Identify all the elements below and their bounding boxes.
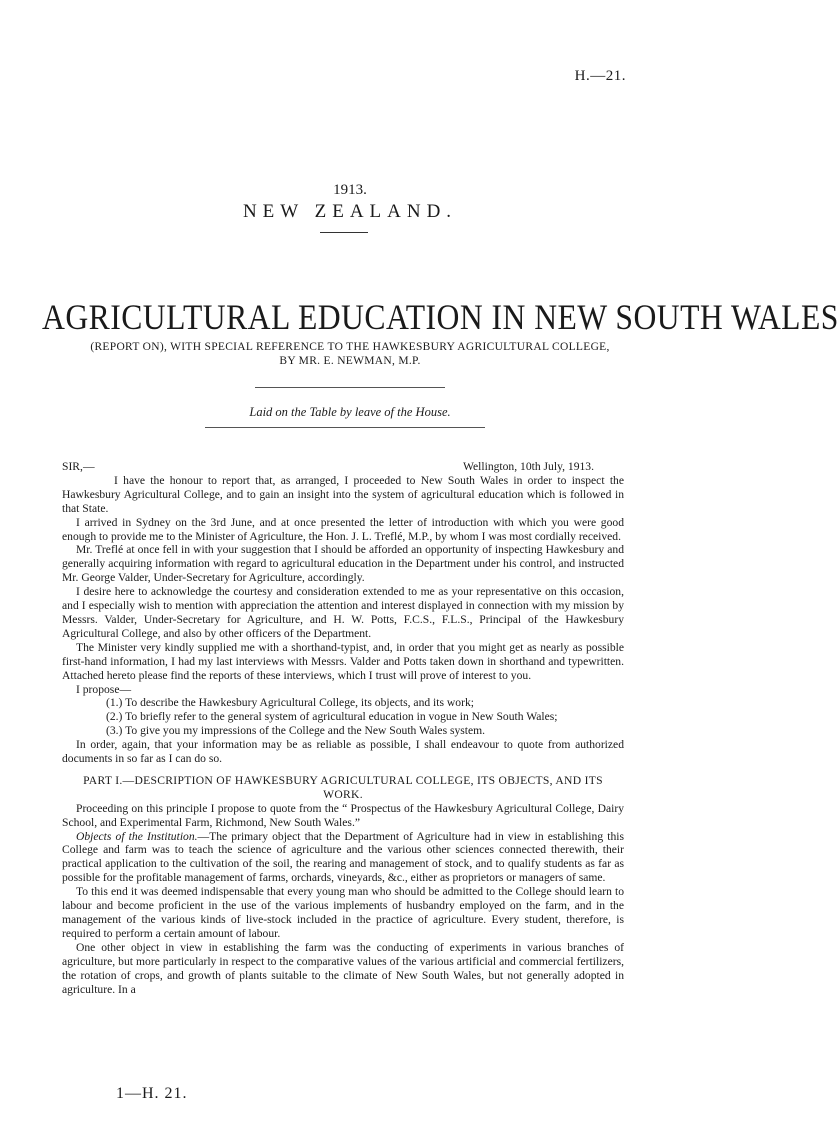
objects-label: Objects of the Institution. bbox=[76, 829, 198, 843]
objects-text: —The primary object that the Department of Agriculture had in view in establishing this College and farm was to teach the science of agriculture and the various other sciences connected therewith, their practical application to the cultivation of the soil, the rearing and management of stock, and to qualify students as far as possible for the profitable management of farms, orchards, vineyards, &c., either as proprietors or managers of same. bbox=[62, 829, 625, 885]
paragraph: Mr. Treflé at once fell in with your suggestion that I should be afforded an opportunity of inspecting Hawkesbury and generally acquiring information with regard to agricultural education in the Department under his control, and instructed Mr. George Valder, Under-Secretary for Agriculture, accordingly. bbox=[62, 543, 624, 585]
paragraph: In order, again, that your information may be as reliable as possible, I shall endeavour to quote from authorized documents in so far as I can do so. bbox=[62, 738, 624, 766]
subtitle-author-line: BY MR. E. NEWMAN, M.P. bbox=[279, 355, 421, 367]
part-heading: PART I.—DESCRIPTION OF HAWKESBURY AGRICULTURAL COLLEGE, ITS OBJECTS, AND ITS WORK. bbox=[83, 773, 603, 801]
document-subtitle bbox=[70, 340, 630, 368]
divider bbox=[320, 232, 368, 233]
paragraph: I have the honour to report that, as arranged, I proceeded to New South Wales in order to inspect the Hawkesbury Agricultural College, and to gain an insight into the system of agricultural education which is followed in that State. bbox=[62, 473, 624, 515]
paper-reference: H.—21. bbox=[574, 68, 626, 84]
paragraph: I propose— bbox=[76, 682, 132, 696]
paragraph: I arrived in Sydney on the 3rd June, and at once presented the letter of introduction with which you were good enough to provide me to the Minister of Agriculture, the Hon. J. L. Treflé, M.P., by whom I was most cordially received. bbox=[62, 515, 624, 543]
letter-header bbox=[62, 460, 624, 474]
paragraph: To this end it was deemed indispensable that every young man who should be admitted to the College should learn to labour and become proficient in the use of the various implements of husbandry employed on the farm, and in the management of the various kinds of live-stock included in the practice of agriculture. Every student, therefore, is required to perform a certain amount of labour. bbox=[62, 885, 624, 940]
list-item: (2.) To briefly refer to the general system of agricultural education in vogue in New South Wales; bbox=[106, 710, 558, 724]
divider bbox=[255, 387, 445, 388]
salutation: SIR,— bbox=[62, 460, 95, 473]
paragraph: I desire here to acknowledge the courtesy and consideration extended to me as your representative on this occasion, and I especially wish to mention with appreciation the attention and interest displayed in connection with my mission by Messrs. Valder, Under-Secretary for Agriculture, and H. W. Potts, F.C.S., F.L.S., Principal of the Hawkesbury Agricultural College, and also by other officers of the Department. bbox=[62, 585, 624, 640]
page-signature: 1—H. 21. bbox=[116, 1085, 188, 1102]
subtitle-line: (REPORT ON), WITH SPECIAL REFERENCE TO THE HAWKESBURY AGRICULTURAL COLLEGE, bbox=[90, 341, 610, 353]
paragraph: The Minister very kindly supplied me with a shorthand-typist, and, in order that you might get as nearly as possible first-hand information, I had my last interviews with Messrs. Valder and Potts taken down in shorthand and typewritten. Attached hereto please find the reports of these interviews, which I trust will prove of interest to you. bbox=[62, 640, 624, 682]
paragraph: Proceeding on this principle I propose to quote from the “ Prospectus of the Hawkesbury Agricultural College, Dairy School, and Experimental Farm, Richmond, New South Wales.” bbox=[62, 801, 624, 829]
list-item: (3.) To give you my impressions of the College and the New South Wales system. bbox=[106, 724, 486, 738]
list-item: (1.) To describe the Hawkesbury Agricultural College, its objects, and its work; bbox=[106, 696, 474, 710]
laid-on-table-note: Laid on the Table by leave of the House. bbox=[249, 405, 451, 419]
paragraph bbox=[62, 830, 624, 886]
document-title: AGRICULTURAL EDUCATION IN NEW SOUTH WALES bbox=[42, 297, 839, 337]
place-date: Wellington, 10th July, 1913. bbox=[463, 460, 594, 473]
letter-body bbox=[62, 460, 624, 996]
divider bbox=[205, 427, 485, 428]
country-heading: NEW ZEALAND. bbox=[242, 201, 458, 222]
year: 1913. bbox=[333, 182, 367, 198]
paragraph: One other object in view in establishing the farm was the conducting of experiments in various branches of agriculture, but more particularly in respect to the comparative values of the various artificial and commercial fertilizers, the rotation of crops, and growth of plants suitable to the climate of New South Wales, but not generally adopted in agriculture. In a bbox=[62, 940, 624, 996]
